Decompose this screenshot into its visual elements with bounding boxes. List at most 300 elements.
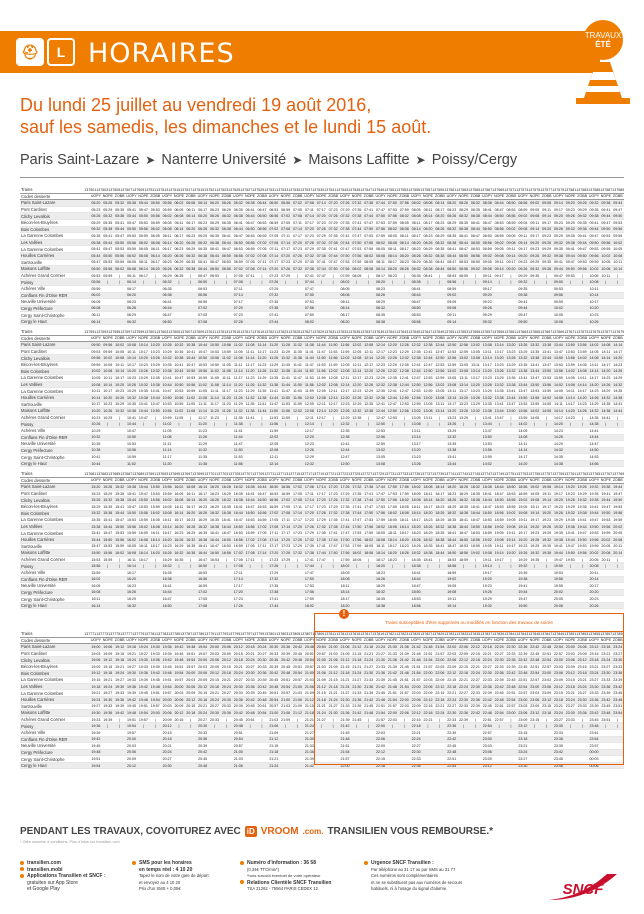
time-cell — [137, 576, 149, 582]
time-cell: 08:53 — [447, 273, 457, 278]
time-cell: 16:38 — [186, 550, 196, 555]
time-cell: 20:03 — [210, 651, 220, 656]
time-cell: 23:33 — [565, 717, 575, 722]
time-cell: 12:38 — [376, 395, 386, 400]
time-cell: 07:20 — [233, 306, 243, 311]
time-cell: 16:14 — [91, 603, 101, 608]
time-cell: 22:00 — [340, 763, 350, 768]
time-cell: 08:56 — [482, 240, 492, 245]
time-cell: 18:08 — [411, 498, 421, 503]
station-label: Poissy — [21, 279, 34, 285]
time-cell — [386, 305, 398, 311]
time-cell: 11:38 — [198, 461, 208, 466]
time-cell — [363, 570, 375, 576]
time-cell — [185, 589, 197, 595]
station-label: Cergy le Haut — [21, 763, 47, 769]
time-cell: 09:50 — [589, 240, 599, 245]
time-cell: 22:57 — [494, 717, 504, 722]
time-cell — [493, 589, 505, 595]
time-cell: 11:14 — [198, 408, 208, 413]
time-cell: 137805 — [288, 631, 301, 636]
time-cell: 06:59 — [198, 299, 208, 304]
time-cell: 09:11 — [506, 247, 516, 252]
notice-text: Trains susceptibles d'être supprimés ou modifiés en fonction des travaux de soirée — [385, 620, 553, 625]
time-cell — [351, 286, 363, 292]
time-cell — [244, 570, 256, 576]
station-label: Bécon-les-Bruyères — [21, 362, 58, 368]
station-label: Sartrouville — [21, 401, 42, 407]
time-cell: 16:38 — [221, 511, 231, 516]
time-cell: 07:32 — [293, 266, 303, 271]
time-cell: 137543 — [336, 187, 349, 192]
time-cell: 06:32 — [162, 280, 172, 285]
time-cell: 08:23 — [423, 233, 433, 238]
time-cell: 22:00 — [435, 658, 445, 663]
station-label: Bois Colombes — [21, 670, 50, 676]
time-cell: 17:29 — [328, 504, 338, 509]
time-cell: 18:02 — [340, 564, 350, 569]
time-cell: 20:08 — [601, 550, 611, 555]
time-cell: 13:14 — [435, 408, 445, 413]
time-cell — [434, 589, 446, 595]
time-cell: 11:23 — [245, 375, 255, 380]
time-cell: 21:54 — [376, 710, 386, 715]
time-cell: NOPE — [102, 336, 113, 341]
time-cell: 19:51 — [127, 717, 136, 722]
time-cell: 22:12 — [411, 710, 421, 715]
time-cell: 11:29 — [281, 349, 291, 354]
time-cell: 13:38 — [482, 408, 492, 413]
time-cell — [458, 447, 470, 453]
time-cell — [458, 454, 470, 460]
time-cell: 13:35 — [482, 402, 492, 407]
time-cell: 11:50 — [293, 382, 302, 387]
time-cell: 21:18 — [352, 658, 362, 663]
time-cell: 20:24 — [198, 710, 208, 715]
time-cell — [149, 461, 161, 467]
time-cell: 18:11 — [399, 517, 409, 522]
time-cell: 08:02 — [399, 214, 409, 219]
time-cell — [102, 312, 114, 318]
time-cell: 07:59 — [387, 220, 397, 225]
time-cell: 06:29 — [210, 220, 220, 225]
time-cell: 19:24 — [127, 658, 136, 663]
time-cell: | — [190, 557, 192, 562]
page-title: HORAIRES — [88, 38, 235, 69]
time-cell: 21:36 — [376, 671, 386, 676]
time-cell: 16:35 — [162, 570, 172, 575]
time-cell: 19:08 — [518, 511, 528, 516]
time-cell: 11:32 — [233, 408, 243, 413]
time-cell: 10:05 — [589, 273, 599, 278]
time-cell: 22:18 — [435, 697, 445, 702]
time-cell: 06:47 — [233, 233, 243, 238]
time-cell: 18:56 — [411, 603, 421, 608]
time-cell: 17:29 — [293, 544, 303, 549]
time-cell: 10:14 — [127, 356, 136, 361]
time-cell: 17:35 — [304, 544, 314, 549]
time-cell: 20:03 — [174, 691, 184, 696]
time-cell: 19:44 — [518, 590, 528, 595]
time-cell: 09:53 — [601, 233, 611, 238]
time-cell: NOPE — [565, 478, 576, 483]
time-cell: 23:06 — [553, 671, 563, 676]
time-cell: 08:59 — [494, 233, 504, 238]
time-cell: | — [510, 557, 512, 562]
time-cell: 16:41 — [198, 544, 208, 549]
time-cell — [363, 441, 375, 447]
time-cell: | — [356, 422, 358, 427]
time-cell — [280, 730, 292, 736]
time-cell: 14:38 — [613, 395, 623, 400]
time-cell: 137595 — [108, 329, 121, 334]
time-cell: 22:12 — [447, 671, 457, 676]
time-cell: 14:29 — [613, 375, 623, 380]
time-cell: 14:20 — [565, 408, 575, 413]
time-cell: 17:20 — [281, 537, 291, 542]
time-cell: 12:32 — [376, 382, 386, 387]
time-cell: 11:17 — [257, 349, 267, 354]
time-cell: 05:47 — [103, 247, 113, 252]
time-cell: 09:56 — [589, 253, 599, 258]
time-cell — [256, 434, 268, 440]
time-cell: 19:29 — [482, 597, 492, 602]
time-cell: 11:47 — [316, 349, 326, 354]
time-cell: 08:59 — [518, 207, 528, 212]
time-cell: 137745 — [468, 471, 481, 476]
time-cell: 137727 — [360, 471, 373, 476]
time-cell: 20:42 — [269, 671, 279, 676]
time-cell — [470, 312, 482, 318]
station-row — [20, 319, 624, 326]
time-cell: 07:59 — [340, 273, 350, 278]
time-cell: 07:05 — [293, 207, 303, 212]
time-cell: 12:20 — [376, 356, 386, 361]
time-cell — [505, 596, 517, 602]
time-cell: 06:17 — [174, 233, 184, 238]
time-cell: | — [285, 724, 287, 729]
time-cell: 18:50 — [482, 511, 492, 516]
time-cell: 05:35 — [91, 233, 101, 238]
time-cell: | — [427, 564, 429, 569]
time-cell — [576, 305, 588, 311]
time-cell: | — [261, 422, 263, 427]
time-cell: ZOBB — [257, 194, 267, 199]
time-cell: 06:50 — [269, 200, 279, 205]
time-cell: 17:29 — [269, 570, 279, 575]
time-cell: 23:48 — [613, 697, 623, 702]
time-cell: 18:41 — [423, 557, 433, 562]
time-cell: 10:35 — [150, 375, 160, 380]
time-cell: 21:21 — [316, 704, 326, 709]
time-cell: 16:47 — [221, 531, 231, 536]
time-cell: 21:21 — [328, 691, 338, 696]
time-cell: 20:15 — [233, 651, 243, 656]
time-cell: 11:26 — [245, 382, 255, 387]
time-cell: 07:05 — [245, 260, 255, 265]
time-cell: 137777 — [120, 631, 133, 636]
time-cell — [280, 756, 292, 762]
time-cell — [149, 743, 161, 749]
relations-address: TSA 21262 - 75564 PARIS CEDEX 12 — [247, 886, 318, 891]
time-cell — [102, 434, 114, 440]
time-cell: 07:35 — [352, 207, 362, 212]
time-cell: 22:54 — [518, 684, 528, 689]
time-cell: UOPY — [304, 478, 315, 483]
time-cell: UOPY — [517, 478, 528, 483]
time-cell: 06:02 — [127, 253, 136, 258]
time-cell: 19:51 — [150, 691, 160, 696]
time-cell: NOPE — [209, 194, 220, 199]
time-cell: 18:17 — [423, 504, 433, 509]
time-cell: 21:48 — [423, 644, 433, 649]
time-cell: 20:30 — [210, 710, 220, 715]
time-cell: 10:59 — [221, 349, 231, 354]
time-cell: 11:44 — [281, 382, 291, 387]
time-cell: 137607 — [180, 329, 193, 334]
time-cell: 10:38 — [91, 448, 101, 453]
time-cell: 16:50 — [245, 511, 255, 516]
station-label: La Garenne Colombes — [21, 677, 64, 683]
time-cell: 137533 — [276, 187, 289, 192]
time-cell: 11:53 — [269, 415, 279, 420]
time-cell: 137573 — [516, 187, 529, 192]
time-cell: 14:11 — [565, 389, 575, 394]
time-cell: 14:56 — [589, 461, 599, 466]
time-cell: 11:17 — [233, 375, 243, 380]
time-cell: 20:12 — [174, 710, 184, 715]
time-cell: 09:56 — [601, 240, 611, 245]
time-cell — [149, 603, 161, 609]
time-cell — [244, 763, 256, 769]
time-cell: 19:03 — [91, 651, 101, 656]
time-cell: 10:11 — [103, 375, 113, 380]
time-cell: 13:35 — [494, 389, 504, 394]
time-cell — [315, 461, 327, 467]
time-cell: 20:24 — [257, 644, 267, 649]
time-cell: 19:32 — [565, 511, 575, 516]
time-cell: | — [581, 557, 583, 562]
relations-title: Relations Clientèle SNCF Transilien — [240, 880, 358, 887]
time-cell — [422, 576, 434, 582]
time-cell: 17:35 — [328, 517, 338, 522]
promo-post: TRANSILIEN VOUS REMBOURSE.* — [327, 826, 494, 837]
time-cell: 06:44 — [233, 227, 243, 232]
time-cell: 07:14 — [281, 240, 291, 245]
time-cell — [529, 286, 541, 292]
time-cell: 137557 — [420, 187, 433, 192]
time-cell: 137587 — [600, 187, 613, 192]
time-cell: 13:41 — [530, 362, 540, 367]
time-cell: | — [107, 724, 109, 729]
time-cell: 17:44 — [340, 524, 350, 529]
time-cell: 12:35 — [411, 349, 421, 354]
time-cell: | — [427, 422, 429, 427]
time-cell: 12:53 — [399, 402, 409, 407]
time-cell: 19:35 — [530, 557, 540, 562]
time-cell: 137551 — [384, 187, 397, 192]
time-cell: 12:20 — [328, 408, 338, 413]
time-cell: 21:48 — [340, 737, 350, 742]
time-cell — [505, 570, 517, 576]
time-cell: 06:14 — [174, 227, 184, 232]
time-cell: 18:41 — [482, 491, 492, 496]
time-cell: 12:17 — [328, 402, 338, 407]
time-cell: ZOBB — [399, 638, 410, 643]
time-cell: 21:09 — [304, 691, 314, 696]
time-cell: 17:59 — [387, 504, 397, 509]
time-cell: 13:47 — [530, 375, 540, 380]
time-cell: NOPE — [387, 478, 398, 483]
time-cell — [600, 434, 612, 440]
time-cell: 18:11 — [340, 583, 350, 588]
time-cell: 11:17 — [198, 415, 208, 420]
time-cell: 16:35 — [174, 557, 184, 562]
time-cell: 19:02 — [530, 484, 540, 489]
time-cell: 137729 — [372, 471, 385, 476]
time-cell: NOPE — [209, 638, 220, 643]
transilien-mobi-link[interactable]: transilien.mobi — [20, 867, 128, 874]
time-cell: | — [581, 273, 583, 278]
time-cell: 13:41 — [447, 455, 457, 460]
time-cell: 19:54 — [174, 671, 184, 676]
time-cell: 11:02 — [210, 369, 219, 374]
time-cell — [363, 454, 375, 460]
time-cell: 23:27 — [553, 717, 563, 722]
time-cell: 06:29 — [127, 313, 136, 318]
time-cell — [209, 576, 221, 582]
time-cell: 11:05 — [186, 402, 196, 407]
time-cell: 07:41 — [328, 247, 338, 252]
time-cell: 08:59 — [470, 260, 480, 265]
time-cell: | — [154, 422, 156, 427]
time-cell: UOPY — [517, 638, 528, 643]
time-cell: 13:29 — [482, 389, 492, 394]
time-cell: 08:17 — [376, 273, 386, 278]
time-cell: 08:38 — [482, 200, 492, 205]
time-cell: 15:29 — [91, 504, 101, 509]
time-cell: 10:32 — [150, 369, 160, 374]
time-cell — [102, 743, 114, 749]
time-cell: 10:23 — [127, 375, 136, 380]
time-cell: ZOBB — [577, 336, 588, 341]
time-cell — [470, 428, 482, 434]
station-label: Sartrouville — [21, 703, 42, 709]
time-cell: ZOBB — [292, 336, 303, 341]
time-cell: 19:36 — [162, 644, 172, 649]
time-cell: 08:23 — [411, 247, 421, 252]
idvroom-logo: iD — [246, 827, 255, 836]
time-cell: 23:45 — [589, 717, 599, 722]
time-cell: 06:53 — [233, 247, 243, 252]
time-cell: 21:42 — [352, 710, 362, 715]
time-cell: 13:47 — [518, 389, 528, 394]
time-cell: 18:14 — [376, 550, 386, 555]
time-cell: 13:29 — [470, 402, 480, 407]
time-cell: 10:32 — [127, 395, 136, 400]
time-cell: 19:39 — [91, 730, 101, 735]
time-cell: 13:02 — [459, 356, 469, 361]
time-cell: 16:56 — [245, 524, 255, 529]
time-cell: ZOBB — [150, 194, 161, 199]
time-cell — [137, 589, 149, 595]
time-cell: 15:38 — [115, 498, 125, 503]
time-cell: 13:56 — [542, 382, 552, 387]
time-cell: 16:32 — [162, 564, 172, 569]
time-cell: 07:35 — [269, 299, 279, 304]
time-cell: 12:20 — [352, 382, 362, 387]
time-cell — [612, 454, 624, 460]
time-cell: 11:20 — [162, 461, 172, 466]
time-cell: | — [356, 564, 358, 569]
time-cell: 137855 — [588, 631, 601, 636]
time-cell — [220, 319, 232, 325]
time-cell: 22:36 — [494, 671, 504, 676]
time-cell: 11:14 — [233, 369, 243, 374]
apps-line3: et Google Play — [27, 886, 60, 892]
time-cell: 07:20 — [269, 266, 279, 271]
time-cell: | — [403, 422, 405, 427]
time-cell: 23:39 — [601, 691, 611, 696]
time-cell: 19:05 — [518, 504, 528, 509]
time-cell: 19:20 — [506, 550, 516, 555]
time-cell: 08:44 — [459, 240, 469, 245]
time-cell: 07:56 — [387, 214, 397, 219]
time-cell: 23:00 — [482, 737, 492, 742]
time-cell: 05:59 — [150, 220, 160, 225]
time-cell — [422, 319, 434, 325]
time-cell: 18:50 — [470, 524, 480, 529]
time-cell: 17:02 — [293, 484, 303, 489]
time-cell: 12:17 — [352, 375, 362, 380]
time-cell — [600, 570, 612, 576]
time-cell: 06:26 — [127, 306, 136, 311]
time-cell: 05:32 — [91, 227, 101, 232]
time-cell: 20:36 — [221, 710, 231, 715]
time-cell: 19:26 — [542, 524, 552, 529]
time-cell: 21:18 — [316, 697, 326, 702]
time-cell: 08:20 — [376, 280, 386, 285]
time-cell: 22:30 — [494, 658, 504, 663]
time-cell: | — [617, 564, 619, 569]
time-cell: 20:33 — [221, 704, 231, 709]
time-cell: 11:44 — [269, 395, 279, 400]
time-cell: 07:17 — [233, 299, 243, 304]
time-cell: 13:11 — [411, 428, 421, 433]
time-cell: 10:26 — [91, 422, 101, 427]
time-cell: | — [439, 557, 441, 562]
time-cell: 22:57 — [518, 691, 528, 696]
time-cell: 13:56 — [553, 369, 563, 374]
time-cell: 14:26 — [553, 435, 563, 440]
time-cell: | — [617, 280, 619, 285]
time-cell: 08:17 — [423, 220, 433, 225]
time-cell: 09:29 — [577, 207, 587, 212]
time-cell: 11:53 — [328, 349, 338, 354]
transilien-com-link[interactable]: transilien.com — [20, 860, 128, 867]
time-cell: | — [427, 280, 429, 285]
time-cell: | — [297, 280, 298, 285]
time-cell: | — [510, 724, 512, 729]
time-cell: 20:18 — [210, 684, 220, 689]
time-cell — [173, 730, 185, 736]
time-cell: 23:36 — [589, 697, 599, 702]
time-cell: 21:48 — [399, 671, 409, 676]
time-cell: 06:26 — [174, 253, 184, 258]
time-cell — [256, 454, 268, 460]
time-cell: 19:29 — [565, 504, 575, 509]
time-cell: 11:59 — [305, 389, 314, 394]
